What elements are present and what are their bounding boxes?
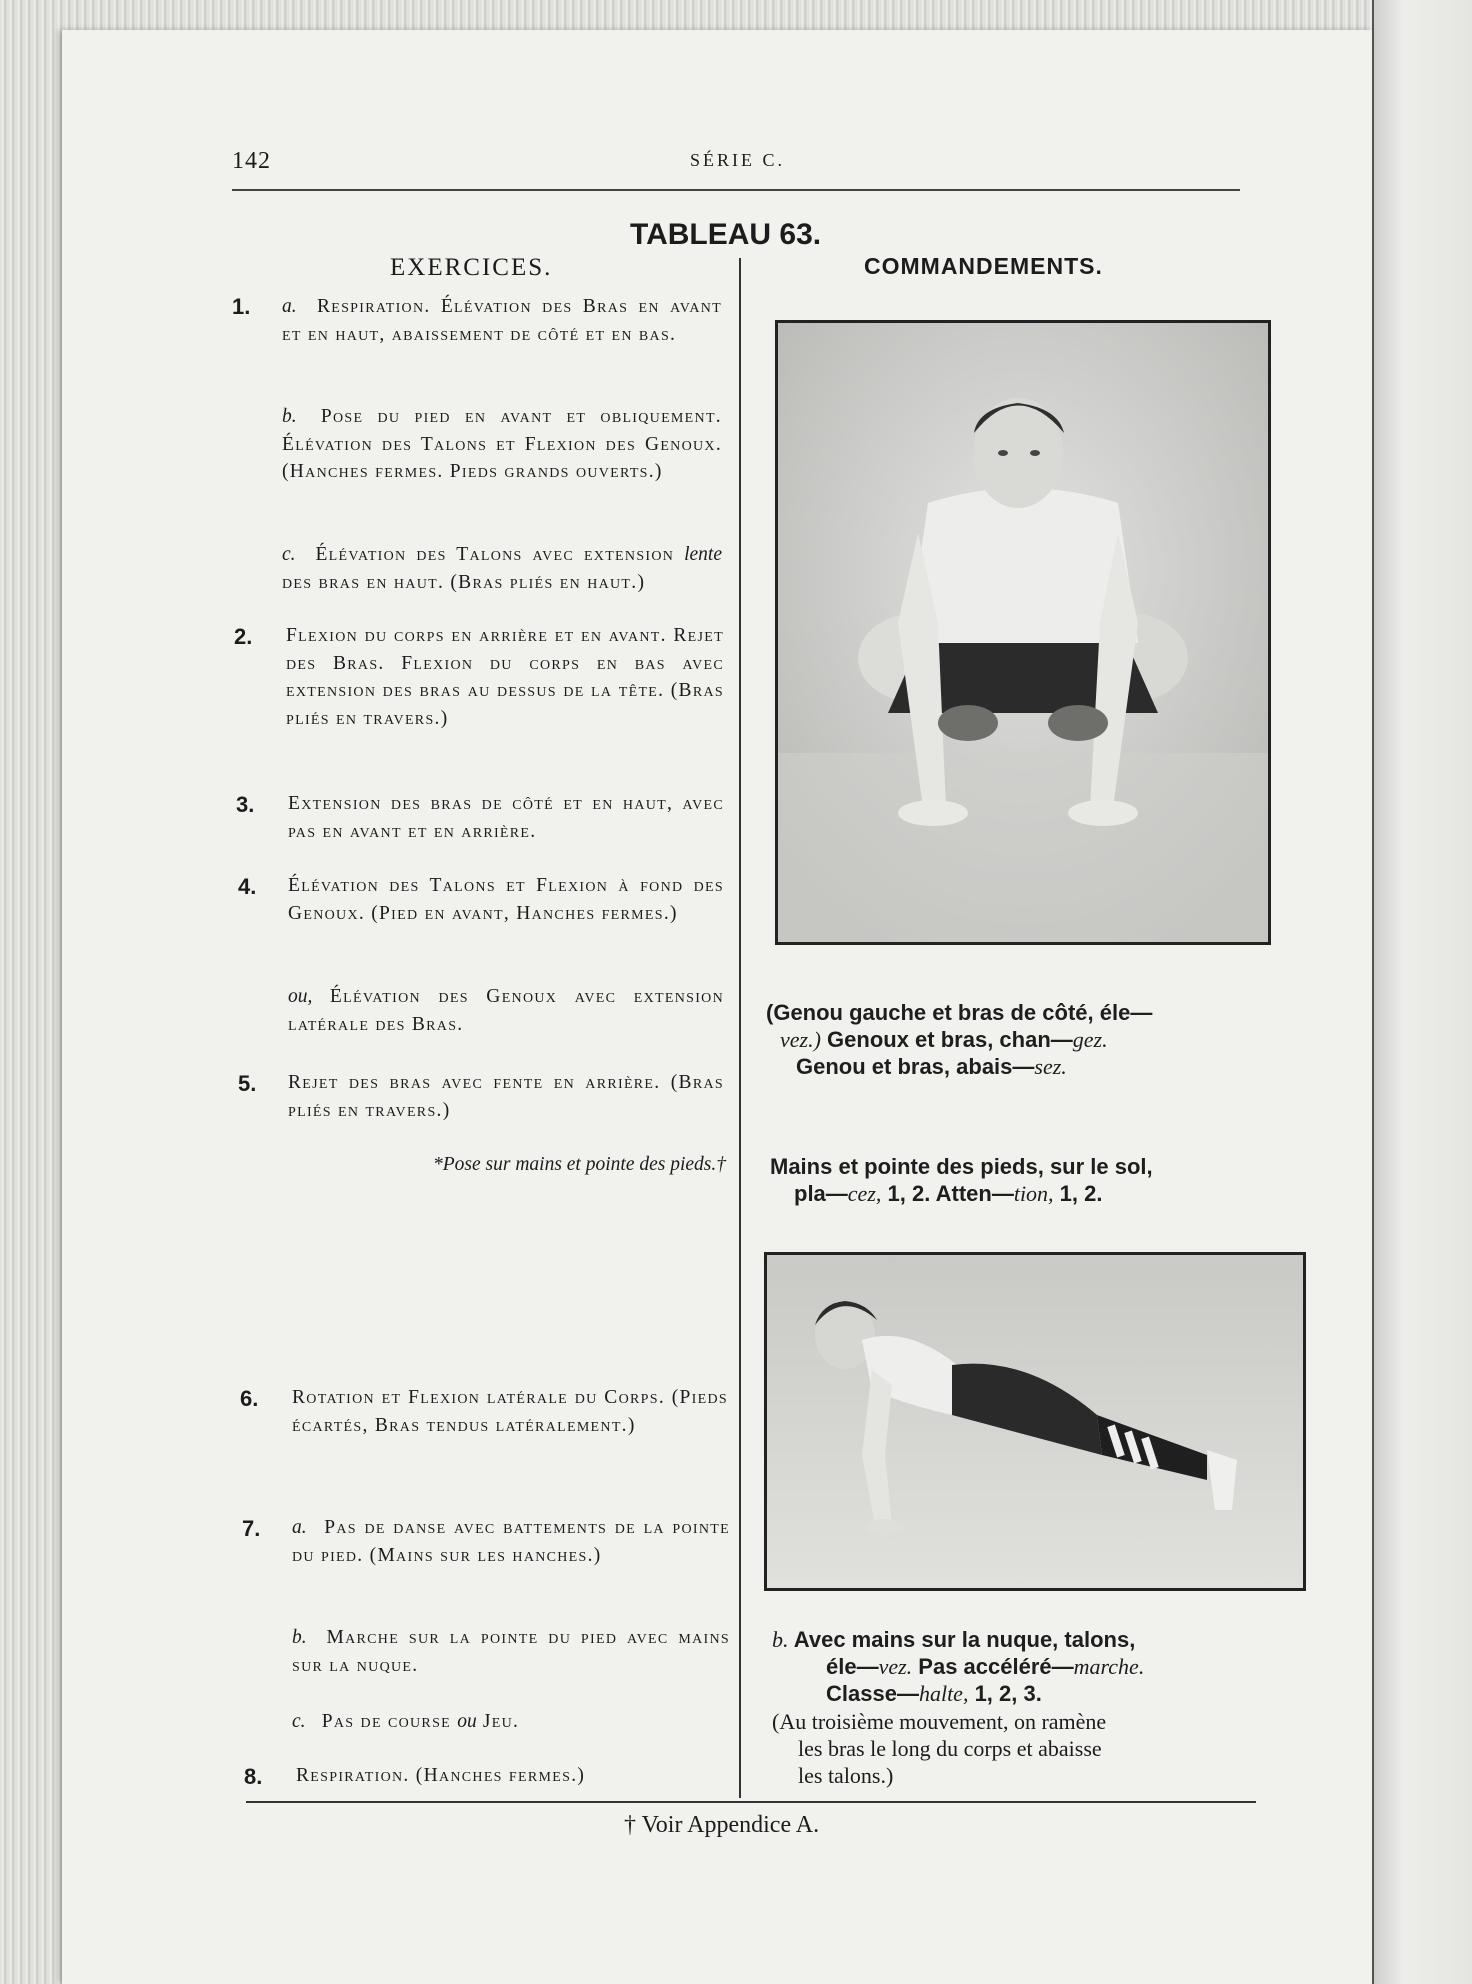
exercise-text-italic: lente (684, 544, 722, 565)
pushup-boy-image (767, 1255, 1303, 1588)
exercise-4-alternative (288, 983, 724, 1038)
part-label: c. (282, 544, 296, 565)
command-text: Pas accéléré— (912, 1654, 1074, 1679)
exercise-text: Pas de course (321, 1711, 458, 1732)
part-label: b. (772, 1627, 789, 1652)
exercise-text: Jeu. (476, 1711, 520, 1732)
note-line: (Au troisième mouvement, on ramène (772, 1709, 1107, 1734)
command-exercise-7 (772, 1626, 1272, 1707)
exercise-text: des bras en haut. (Bras pliés en haut.) (282, 571, 646, 593)
command-note-exercise-7 (772, 1708, 1272, 1789)
exercise-5: Rejet des bras avec fente en arrière. (Bras pliés en travers.) (288, 1072, 724, 1121)
command-text: Classe— (826, 1681, 919, 1706)
photo-pushup-boy (764, 1252, 1306, 1591)
command-italic: gez. (1072, 1027, 1108, 1052)
command-italic: cez, (847, 1181, 882, 1206)
exercise-3: Extension des bras de côté et en haut, avec pas en avant et en arrière. (288, 793, 724, 842)
table-title: TABLEAU 63. (630, 218, 822, 251)
exercise-number: 3. (236, 792, 255, 817)
exercise-1a (282, 293, 722, 348)
command-exercise-4 (766, 999, 1266, 1080)
command-line (772, 1626, 1272, 1653)
command-italic: vez.) (780, 1027, 821, 1052)
command-text: Avec mains sur la nuque, talons, (788, 1627, 1136, 1652)
column-heading-commands: COMMANDEMENTS. (864, 253, 1103, 279)
exercise-text: Pas de danse avec battements de la pointe du pied. (Mains sur les hanches.) (292, 1517, 730, 1566)
exercise-7b (292, 1624, 730, 1679)
note-line: les bras le long du corps et abaisse (798, 1736, 1102, 1761)
command-text: 1, 2. Atten— (881, 1181, 1014, 1206)
column-divider (739, 258, 741, 1798)
command-line (766, 1026, 1266, 1053)
exercise-number: 8. (244, 1764, 263, 1789)
command-line (772, 1680, 1272, 1707)
exercise-number: 2. (234, 624, 253, 649)
running-head: SÉRIE C. (690, 150, 786, 170)
part-label: c. (292, 1711, 306, 1732)
exercise-note: *Pose sur mains et pointe des pieds.† (432, 1154, 726, 1175)
command-italic: sez. (1034, 1054, 1067, 1079)
facing-page-edge (1372, 0, 1472, 1984)
photo-crouching-boy (775, 320, 1271, 945)
page-number: 142 (232, 148, 271, 174)
command-line: Mains et pointe des pieds, sur le sol, (770, 1154, 1153, 1179)
command-text: Genoux et bras, chan— (820, 1027, 1073, 1052)
exercise-8: Respiration. (Hanches fermes.) (296, 1765, 586, 1786)
command-exercise-5 (770, 1153, 1270, 1207)
exercise-number: 4. (238, 874, 257, 899)
exercise-6: Rotation et Flexion latérale du Corps. (Pieds écartés, Bras tendus latéralement.) (292, 1387, 728, 1436)
crouching-boy-image (778, 323, 1268, 942)
part-label: b. (282, 406, 297, 427)
exercise-number: 5. (238, 1071, 257, 1096)
footer-rule (246, 1801, 1256, 1803)
column-heading-exercises: EXERCICES. (390, 254, 553, 281)
exercise-1c (282, 541, 722, 596)
part-label: b. (292, 1627, 307, 1648)
command-italic: tion, (1013, 1181, 1054, 1206)
exercise-text: Respiration. Élévation des Bras en avant et en haut, abaissement de côté et en bas. (282, 296, 722, 345)
command-text: éle— (826, 1654, 879, 1679)
command-text: 1, 2. (1053, 1181, 1103, 1206)
exercise-2: Flexion du corps en arrière et en avant. Rejet des Bras. Flexion du corps en bas avec extension des bras au dessus de la tête. (Bras pliés en travers.) (286, 625, 724, 729)
command-italic: halte, (918, 1681, 969, 1706)
command-italic: marche. (1073, 1654, 1145, 1679)
command-line (770, 1180, 1270, 1207)
command-line (772, 1653, 1272, 1680)
exercise-text: Élévation des Talons avec extension (315, 544, 685, 565)
part-label: a. (292, 1517, 307, 1538)
footnote: † Voir Appendice A. (624, 1812, 820, 1838)
exercise-text: Marche sur la pointe du pied avec mains sur la nuque. (292, 1627, 730, 1676)
part-label: a. (282, 296, 297, 317)
command-text: 1, 2, 3. (968, 1681, 1042, 1706)
exercise-1b (282, 403, 722, 486)
exercise-text: Pose du pied en avant et obliquement. Élévation des Talons et Flexion des Genoux. (Hanches fermes. Pieds grands ouverts.) (282, 406, 722, 482)
command-italic: vez. (878, 1654, 913, 1679)
exercise-7c (292, 1708, 730, 1736)
exercise-7a (292, 1514, 730, 1569)
header-rule (232, 189, 1240, 191)
command-text: Genou et bras, abais— (796, 1054, 1035, 1079)
exercise-4: Élévation des Talons et Flexion à fond des Genoux. (Pied en avant, Hanches fermes.) (288, 875, 724, 924)
exercise-text-italic: ou (457, 1711, 477, 1732)
exercise-number: 7. (242, 1516, 261, 1541)
note-line: les talons.) (798, 1763, 894, 1788)
command-text: pla— (794, 1181, 848, 1206)
exercise-5-note (274, 1151, 726, 1179)
alternative-label: ou, (288, 986, 313, 1007)
command-line: (Genou gauche et bras de côté, éle— (766, 1000, 1153, 1025)
exercise-number: 1. (232, 294, 251, 319)
exercise-number: 6. (240, 1386, 259, 1411)
exercise-text: Élévation des Genoux avec extension latérale des Bras. (288, 986, 724, 1035)
command-line (766, 1053, 1266, 1080)
